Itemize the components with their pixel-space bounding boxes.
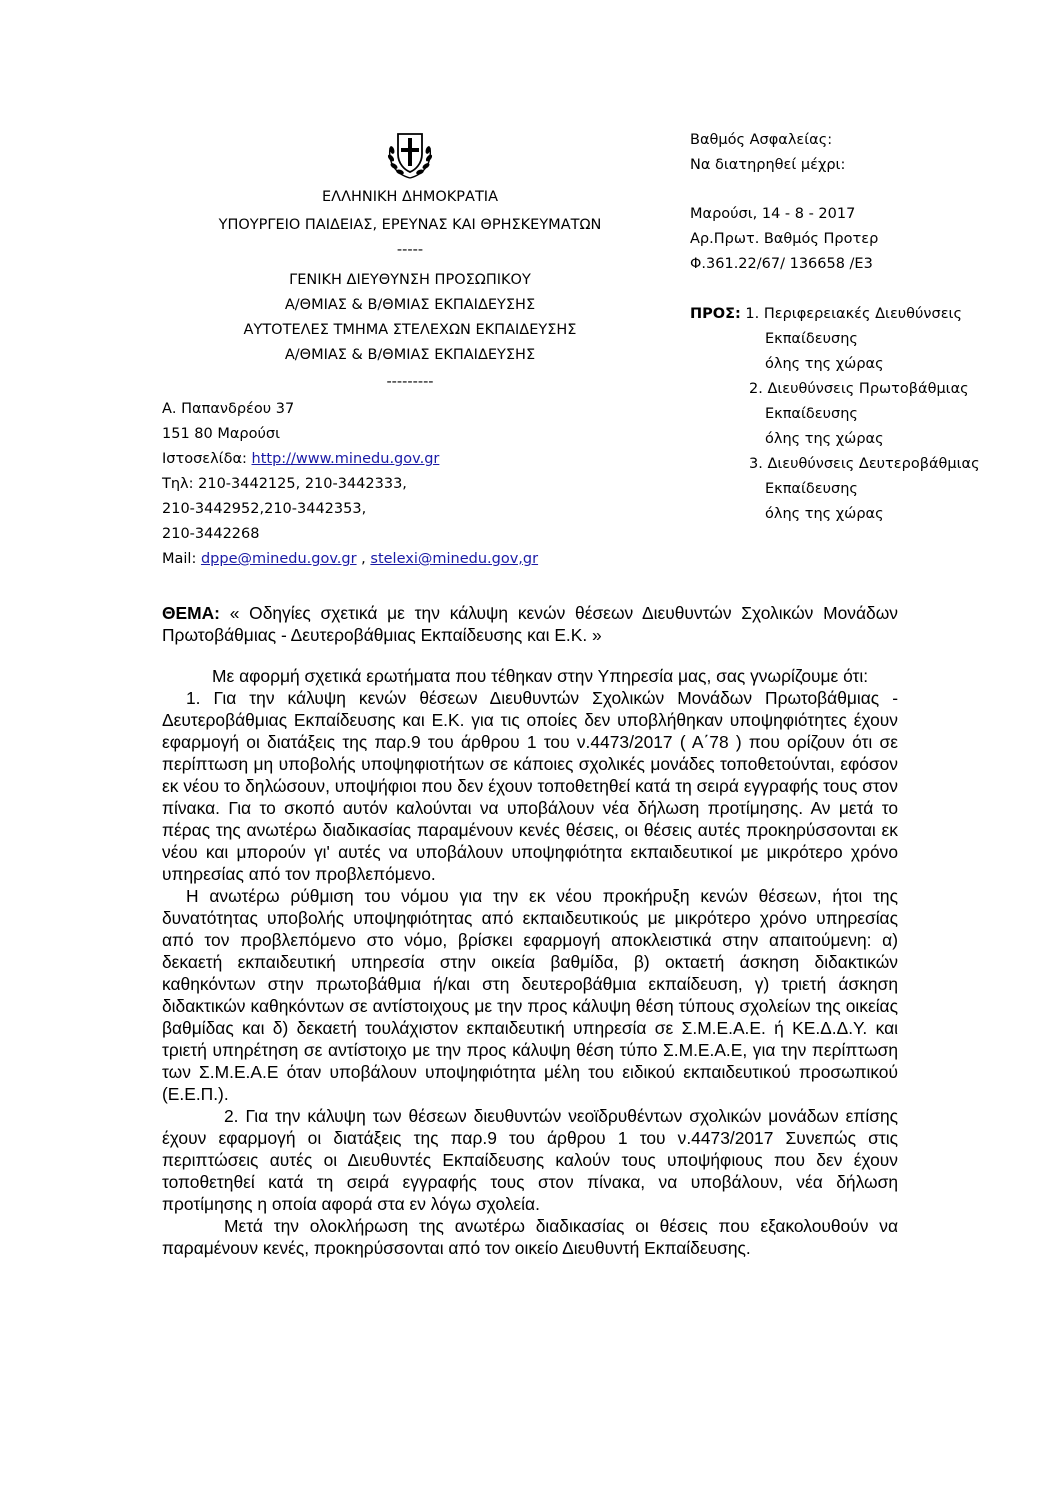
phone-line: Τηλ: 210-3442125, 210-3442333, xyxy=(162,476,407,492)
email-separator: , xyxy=(356,551,371,567)
separator-line: ----- xyxy=(396,242,424,258)
mail-line xyxy=(162,547,538,572)
department-line: ΑΥΤΟΤΕΛΕΣ ΤΜΗΜΑ ΣΤΕΛΕΧΩΝ ΕΚΠΑΙΔΕΥΣΗΣ xyxy=(243,322,577,338)
address-line: Α. Παπανδρέου 37 xyxy=(162,401,295,417)
phone-line: 210-3442268 xyxy=(162,526,260,542)
website-link[interactable]: http://www.minedu.gov.gr xyxy=(251,451,440,467)
ministry-title: ΥΠΟΥΡΓΕΙΟ ΠΑΙΔΕΙΑΣ, ΕΡΕΥΝΑΣ ΚΑΙ ΘΡΗΣΚΕΥΜΑΤΩΝ xyxy=(218,217,602,233)
retain-until: Να διατηρηθεί μέχρι: xyxy=(690,157,846,173)
mail-label: Mail: xyxy=(162,551,201,567)
email-link-dppe[interactable]: dppe@minedu.gov.gr xyxy=(200,551,357,567)
republic-title: ΕΛΛΗΝΙΚΗ ΔΗΜΟΚΡΑΤΙΑ xyxy=(321,189,499,205)
subject-text: « Οδηγίες σχετικά με την κάλυψη κενών θέσεων Διευθυντών Σχολικών Μονάδων Πρωτοβάθμιας - Δευτεροβάθμιας Εκπαίδευσης και Ε.Κ. » xyxy=(162,603,898,645)
separator-line: --------- xyxy=(386,374,434,390)
website-label: Ιστοσελίδα: xyxy=(162,451,252,467)
phone-line: 210-3442952,210-3442353, xyxy=(162,501,367,517)
recipient-line: όλης της χώρας xyxy=(765,431,884,447)
recipients-label: ΠΡΟΣ: xyxy=(690,306,741,322)
subject-block xyxy=(162,602,898,646)
email-link-stelexi[interactable]: stelexi@minedu.gov,gr xyxy=(370,551,539,567)
department-line: Α/ΘΜΙΑΣ & Β/ΘΜΙΑΣ ΕΚΠΑΙΔΕΥΣΗΣ xyxy=(284,297,536,313)
recipient-line: όλης της χώρας xyxy=(765,356,884,372)
department-line: Α/ΘΜΙΑΣ & Β/ΘΜΙΑΣ ΕΚΠΑΙΔΕΥΣΗΣ xyxy=(284,347,536,363)
body-paragraph: 1. Για την κάλυψη κενών θέσεων Διευθυντών Σχολικών Μονάδων Πρωτοβάθμιας - Δευτεροβάθμιας Εκπαίδευσης και Ε.Κ. για τις οποίες δεν υποβλήθηκαν υποψηφιότητες έχουν εφαρμογή οι διατάξεις της παρ.9 του άρθρου 1 του ν.4473/2017 ( Α΄78 ) που ορίζουν ότι σε περίπτωση μη υποβολής υποψηφιοτήτων σε κάποιες σχολικές μονάδες τοποθετούνται, εφόσον εκ νέου το δηλώσουν, υποψήφιοι που δεν έχουν τοποθετηθεί κατά τη σειρά εγγραφής τους στον πίνακα. Για το σκοπό αυτόν καλούνται να υποβάλουν νέα δήλωση προτίμησης. Αν μετά το πέρας της ανωτέρω διαδικασίας παραμένουν κενές θέσεις, οι θέσεις αυτές προκηρύσσονται εκ νέου και μπορούν γι' αυτές να υποβάλουν υποψηφιότητα εκπαιδευτικοί με μικρότερο χρόνο υπηρεσίας από τον προβλεπόμενο. xyxy=(162,688,898,884)
recipient-line: 2. Διευθύνσεις Πρωτοβάθμιας xyxy=(749,381,969,397)
recipient-line: 1. Περιφερειακές Διευθύνσεις xyxy=(745,306,962,322)
letter-body xyxy=(162,665,898,1259)
body-paragraph: Μετά την ολοκλήρωση της ανωτέρω διαδικασίας οι θέσεις που εξακολουθούν να παραμένουν κενές, προκηρύσσονται από τον οικείο Διευθυντή Εκπαίδευσης. xyxy=(162,1216,898,1258)
security-level: Βαθμός Ασφαλείας: xyxy=(690,132,833,148)
recipient-line: 3. Διευθύνσεις Δευτεροβάθμιας xyxy=(749,456,980,472)
protocol-number: Φ.361.22/67/ 136658 /Ε3 xyxy=(690,256,873,272)
intro-paragraph: Με αφορμή σχετικά ερωτήματα που τέθηκαν στην Υπηρεσία μας, σας γνωρίζουμε ότι: xyxy=(212,666,869,686)
protocol-label: Αρ.Πρωτ. Βαθμός Προτερ xyxy=(690,231,879,247)
recipient-line: Εκπαίδευσης xyxy=(765,331,858,347)
website-line xyxy=(162,447,439,472)
body-paragraph: Η ανωτέρω ρύθμιση του νόμου για την εκ νέου προκήρυξη κενών θέσεων, ήτοι της δυνατότητας υποβολής υποψηφιότητας από εκπαιδευτικούς με μικρότερο χρόνο υπηρεσίας από τον προβλεπόμενο στο νόμο, βρίσκει εφαρμογή αποκλειστικά στην απαιτούμενη: α) δεκαετή εκπαιδευτική υπηρεσία στην οικεία βαθμίδα, β) οκταετή άσκηση διδακτικών καθηκόντων στην πρωτοβάθμια ή/και στη δευτεροβάθμια εκπαίδευση, γ) τριετή άσκηση διδακτικών καθηκόντων σε αντίστοιχους με την προς κάλυψη θέση τύπους σχολείων της οικείας βαθμίδας και δ) δεκαετή τουλάχιστον εκπαιδευτική υπηρεσία σε Σ.Μ.Ε.Α.Ε. ή ΚΕ.Δ.Δ.Υ. και τριετή υπηρέτηση σε αντίστοιχο με την προς κάλυψη θέση τύπο Σ.Μ.Ε.Α.Ε, για την περίπτωση των Σ.Μ.Ε.Α.Ε όταν υποβάλουν υποψηφιότητα μέλη του ειδικού εκπαιδευτικού προσωπικού (Ε.Ε.Π.). xyxy=(162,886,898,1104)
department-line: ΓΕΝΙΚΗ ΔΙΕΥΘΥΝΣΗ ΠΡΟΣΩΠΙΚΟΥ xyxy=(289,272,531,288)
recipients-list xyxy=(690,302,980,527)
recipient-line: όλης της χώρας xyxy=(765,506,884,522)
document-date: Μαρούσι, 14 - 8 - 2017 xyxy=(690,206,856,222)
greek-coat-of-arms-icon xyxy=(383,128,437,182)
subject-label: ΘΕΜΑ: xyxy=(162,603,220,623)
recipient-line: Εκπαίδευσης xyxy=(765,406,858,422)
postcode-line: 151 80 Μαρούσι xyxy=(162,426,280,442)
body-paragraph: 2. Για την κάλυψη των θέσεων διευθυντών νεοϊδρυθέντων σχολικών μονάδων επίσης έχουν εφαρμογή οι διατάξεις της παρ.9 του άρθρου 1 του ν.4473/2017 Συνεπώς στις περιπτώσεις αυτές οι Διευθυντές Εκπαίδευσης καλούν τους υποψήφιους που δεν έχουν τοποθετηθεί κατά τη σειρά εγγραφής τους στον πίνακα, να υποβάλουν, νέα δήλωση προτίμησης η οποία αφορά στα εν λόγω σχολεία. xyxy=(162,1106,898,1214)
recipient-line: Εκπαίδευσης xyxy=(765,481,858,497)
